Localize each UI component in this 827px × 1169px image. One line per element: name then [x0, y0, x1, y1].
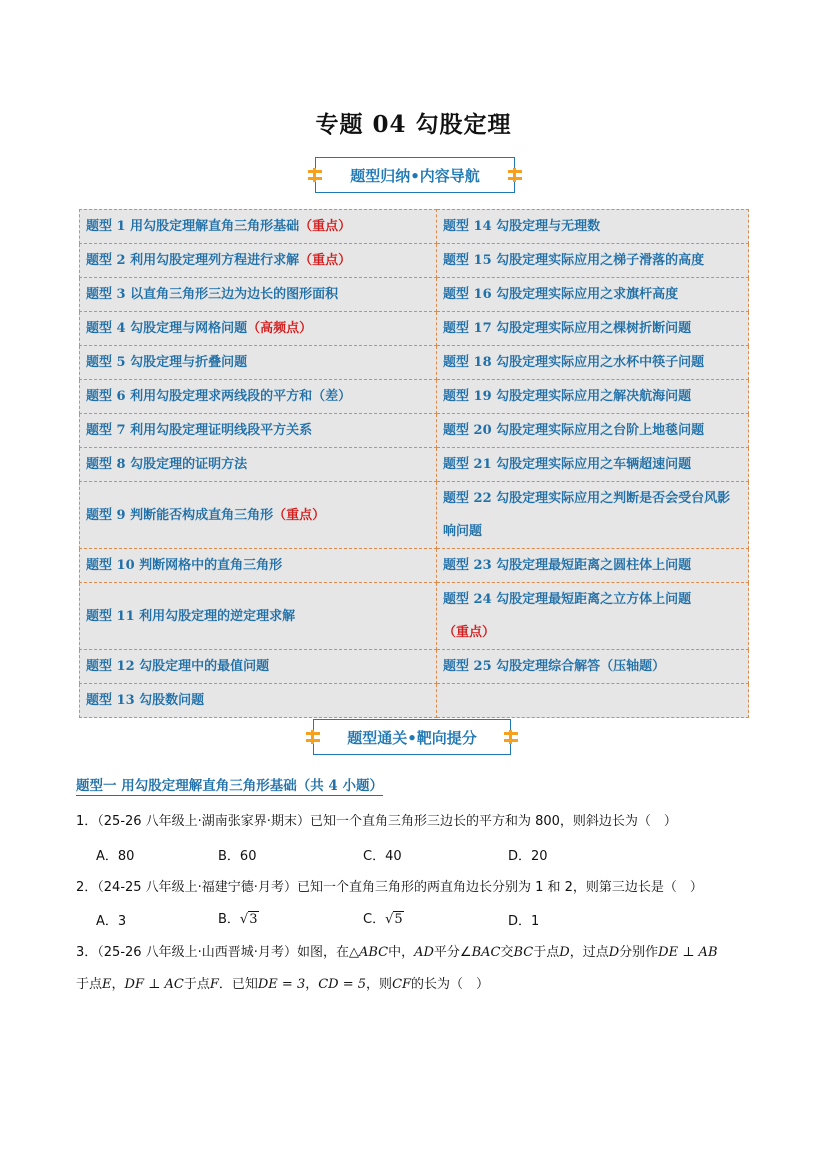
nav-topic-item[interactable] — [80, 278, 437, 312]
nav-topic-item[interactable] — [437, 210, 749, 244]
nav-row — [80, 380, 749, 414]
nav-topic-label: 题型 4 勾股定理与网格问题 — [86, 321, 248, 336]
q2-option-b-label: B． — [218, 912, 240, 927]
nav-topic-item[interactable] — [80, 312, 437, 346]
q2-option-b-radicand: 3 — [249, 912, 258, 927]
banner-label: 题型通关•靶向提分 — [347, 728, 477, 747]
section-banner-nav — [315, 157, 515, 193]
nav-row — [80, 244, 749, 278]
nav-topic-item[interactable] — [80, 414, 437, 448]
nav-topic-item[interactable] — [437, 312, 749, 346]
page-title: 专题 04 勾股定理 — [315, 111, 512, 138]
nav-topic-item[interactable] — [80, 482, 437, 549]
q3-math: D — [559, 945, 570, 960]
nav-topic-label: 题型 10 判断网格中的直角三角形 — [86, 558, 283, 573]
nav-topic-emphasis: （重点） — [299, 219, 352, 234]
q3-text: ，过点 — [569, 945, 609, 960]
nav-row — [80, 414, 749, 448]
nav-topic-label: 题型 7 利用勾股定理证明线段平方关系 — [86, 423, 313, 438]
nav-row — [80, 210, 749, 244]
q2-option-a: A．3 — [96, 914, 127, 929]
nav-topic-emphasis: （高频点） — [247, 321, 313, 336]
q3-math: F — [209, 977, 219, 992]
nav-topic-item[interactable] — [437, 684, 749, 718]
nav-topic-emphasis: （重点） — [299, 253, 352, 268]
nav-topic-label: 题型 23 勾股定理最短距离之圆柱体上问题 — [443, 558, 692, 573]
nav-topic-item[interactable] — [437, 346, 749, 380]
nav-row — [80, 684, 749, 718]
q3-text: 交 — [500, 945, 514, 960]
nav-topic-label: 题型 13 勾股数问题 — [86, 693, 205, 708]
nav-topic-item[interactable] — [80, 244, 437, 278]
q3-text: 3．（25-26 八年级上·山西晋城·月考）如图，在△ — [76, 945, 359, 960]
q3-math: DE = 3 — [257, 977, 306, 992]
sqrt-symbol: √5 — [385, 912, 403, 927]
banner-deco-icon — [504, 730, 518, 744]
q2-option-d: D．1 — [508, 914, 540, 929]
q3-math: BC — [513, 945, 534, 960]
nav-row — [80, 583, 749, 650]
nav-topic-emphasis: （重点） — [273, 507, 326, 523]
q3-text: ．已知 — [218, 977, 258, 992]
nav-row — [80, 278, 749, 312]
question-1: 1．（25-26 八年级上·湖南张家界·期末）已知一个直角三角形三边长的平方和为 800，则斜边长为（ ） — [76, 814, 677, 829]
nav-row — [80, 448, 749, 482]
nav-topic-item[interactable] — [80, 684, 437, 718]
nav-topic-label: 题型 11 利用勾股定理的逆定理求解 — [86, 608, 296, 624]
q3-math: CD = 5 — [318, 977, 367, 992]
nav-topic-label: 题型 9 判断能否构成直角三角形 — [86, 507, 274, 523]
q1-option-d: D．20 — [508, 849, 548, 864]
section-heading: 题型一 用勾股定理解直角三角形基础（共 4 小题） — [76, 778, 383, 794]
nav-topic-label: 题型 3 以直角三角形三边为边长的图形面积 — [86, 287, 339, 302]
q3-text: ，则 — [366, 977, 393, 992]
nav-row — [80, 346, 749, 380]
nav-topic-label: 题型 15 勾股定理实际应用之梯子滑落的高度 — [443, 253, 705, 268]
question-2: 2．（24-25 八年级上·福建宁德·月考）已知一个直角三角形的两直角边长分别为 1 和 2，则第三边长是（ ） — [76, 880, 703, 895]
q2-option-b — [218, 908, 259, 927]
q3-math: D — [608, 945, 620, 960]
q1-option-c: C．40 — [363, 849, 402, 864]
nav-topic-item[interactable] — [437, 583, 749, 650]
q3-text: 平分∠ — [433, 945, 472, 960]
question-3-line-1 — [76, 941, 718, 960]
question-3-line-2 — [76, 973, 489, 992]
nav-topic-label: 题型 19 勾股定理实际应用之解决航海问题 — [443, 389, 692, 404]
nav-topic-item[interactable] — [437, 650, 749, 684]
nav-topic-label: 题型 18 勾股定理实际应用之水杯中筷子问题 — [443, 355, 705, 370]
nav-topic-label: 题型 5 勾股定理与折叠问题 — [86, 355, 248, 370]
nav-topic-label: 题型 12 勾股定理中的最值问题 — [86, 659, 270, 674]
topic-nav-table — [79, 209, 749, 718]
q3-text: 的长为（ ） — [411, 977, 490, 992]
nav-topic-label: 题型 17 勾股定理实际应用之棵树折断问题 — [443, 321, 692, 336]
nav-topic-item[interactable] — [80, 448, 437, 482]
nav-topic-item[interactable] — [80, 380, 437, 414]
q3-math: AD — [414, 945, 434, 960]
q3-math: ABC — [358, 945, 389, 960]
nav-topic-label: 题型 22 勾股定理实际应用之判断是否会受台风影响问题 — [443, 491, 731, 539]
nav-row — [80, 482, 749, 549]
section-banner-practice — [313, 719, 511, 755]
nav-topic-emphasis: （重点） — [443, 625, 496, 640]
nav-topic-item[interactable] — [80, 583, 437, 650]
q3-text: ， — [305, 977, 319, 992]
nav-row — [80, 650, 749, 684]
q2-option-c — [363, 908, 404, 927]
nav-topic-item[interactable] — [80, 650, 437, 684]
q3-text: 中， — [388, 945, 415, 960]
sqrt-symbol: √3 — [239, 912, 258, 927]
nav-topic-item[interactable] — [437, 549, 749, 583]
nav-topic-label: 题型 6 利用勾股定理求两线段的平方和（差） — [86, 389, 352, 404]
nav-topic-item[interactable] — [437, 482, 749, 549]
nav-row — [80, 549, 749, 583]
nav-topic-item[interactable] — [80, 210, 437, 244]
nav-topic-label: 题型 14 勾股定理与无理数 — [443, 219, 601, 234]
nav-topic-item[interactable] — [437, 244, 749, 278]
nav-topic-label: 题型 8 勾股定理的证明方法 — [86, 457, 248, 472]
nav-topic-label: 题型 25 勾股定理综合解答（压轴题） — [443, 659, 666, 674]
q3-math: DF ⊥ AC — [124, 977, 184, 992]
nav-topic-label: 题型 2 利用勾股定理列方程进行求解 — [86, 253, 300, 268]
q3-text: ， — [111, 977, 125, 992]
q3-text: 于点 — [533, 945, 560, 960]
q3-math: CF — [392, 977, 412, 992]
q2-option-c-label: C． — [363, 912, 386, 927]
q3-text: 于点 — [183, 977, 210, 992]
banner-deco-icon — [306, 730, 320, 744]
nav-topic-item[interactable] — [80, 346, 437, 380]
nav-topic-label: 题型 24 勾股定理最短距离之立方体上问题 — [443, 592, 692, 607]
q3-math: DE ⊥ AB — [658, 945, 718, 960]
q1-option-b: B．60 — [218, 849, 257, 864]
q2-option-c-radicand: 5 — [394, 912, 403, 927]
q3-math: BAC — [471, 945, 501, 960]
nav-topic-item[interactable] — [80, 549, 437, 583]
nav-topic-label: 题型 20 勾股定理实际应用之台阶上地毯问题 — [443, 423, 705, 438]
banner-label: 题型归纳•内容导航 — [350, 166, 480, 185]
nav-topic-item[interactable] — [437, 278, 749, 312]
nav-topic-item[interactable] — [437, 448, 749, 482]
nav-topic-label: 题型 21 勾股定理实际应用之车辆超速问题 — [443, 457, 692, 472]
q3-text: 分别作 — [619, 945, 659, 960]
banner-deco-icon — [308, 168, 322, 182]
q1-option-a: A．80 — [96, 849, 135, 864]
banner-deco-icon — [508, 168, 522, 182]
nav-row — [80, 312, 749, 346]
q3-text: 于点 — [76, 977, 103, 992]
nav-topic-item[interactable] — [437, 414, 749, 448]
nav-topic-label: 题型 16 勾股定理实际应用之求旗杆高度 — [443, 287, 679, 302]
nav-topic-label: 题型 1 用勾股定理解直角三角形基础 — [86, 219, 300, 234]
q3-math: E — [102, 977, 112, 992]
nav-topic-item[interactable] — [437, 380, 749, 414]
